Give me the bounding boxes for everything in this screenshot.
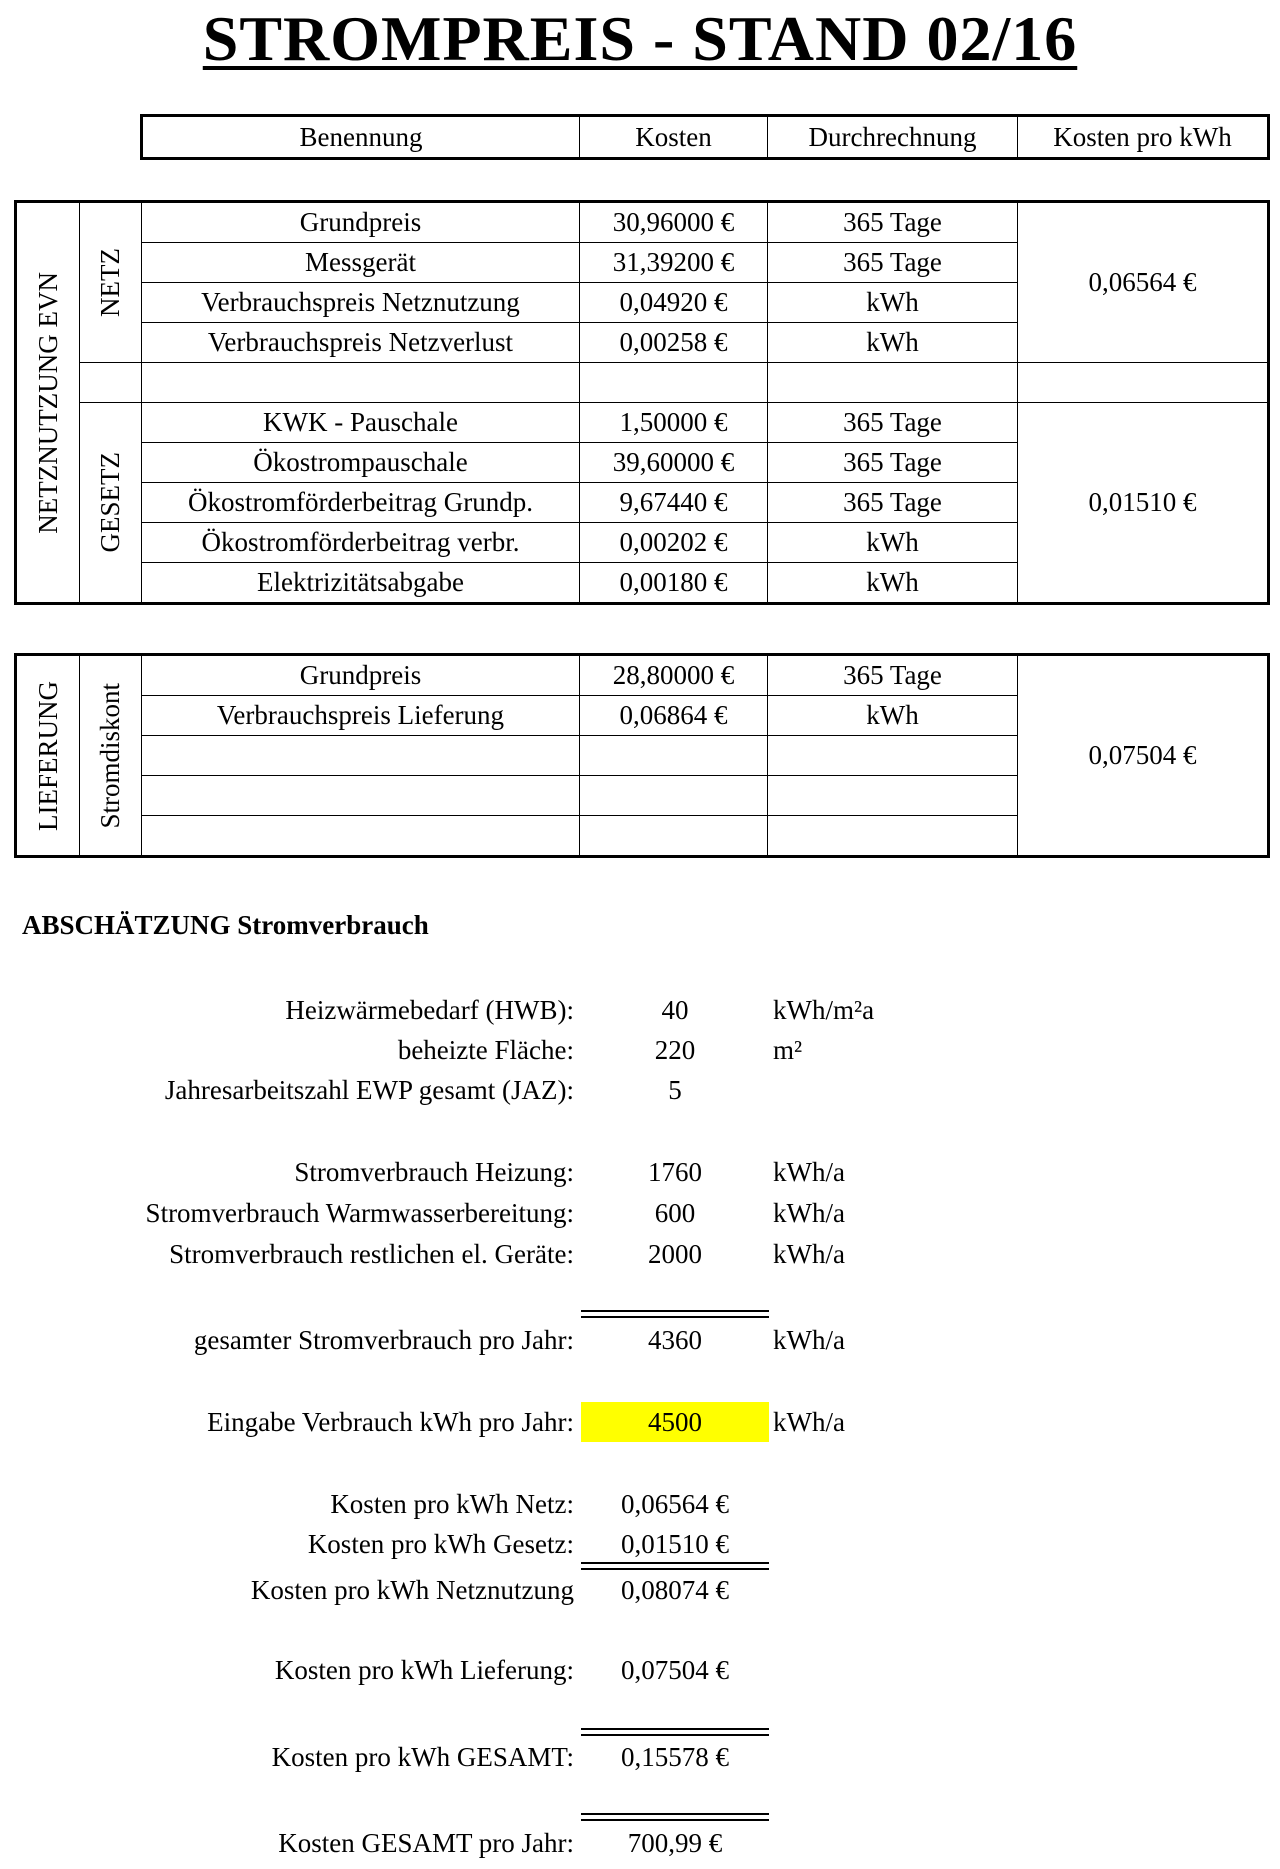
- row-cost[interactable]: 0,06864 €: [580, 696, 768, 736]
- row-name: Ökostromförderbeitrag verbr.: [142, 523, 580, 563]
- page-title: STROMPREIS - STAND 02/16: [202, 3, 1078, 74]
- gesetz-per-kwh: 0,01510 €: [1018, 403, 1269, 604]
- hwb-unit: kWh/m²a: [773, 995, 875, 1025]
- row-cost[interactable]: 9,67440 €: [580, 483, 768, 523]
- gesamt-unit: kWh/a: [773, 1325, 845, 1355]
- row-cost[interactable]: 0,00258 €: [580, 323, 768, 363]
- row-cost[interactable]: 0,00180 €: [580, 563, 768, 604]
- netz-per-kwh: 0,06564 €: [1018, 202, 1269, 363]
- empty-cell: [580, 816, 768, 857]
- row-cost[interactable]: 31,39200 €: [580, 243, 768, 283]
- row-calc: 365 Tage: [768, 243, 1018, 283]
- heizung-row: [0, 1152, 1280, 1192]
- empty-cell: [142, 363, 580, 403]
- row-name: Grundpreis: [142, 655, 580, 696]
- geraete-value: 2000: [648, 1239, 702, 1269]
- empty-cell: [580, 776, 768, 816]
- kwh-gesamt-label: Kosten pro kWh GESAMT:: [271, 1742, 574, 1772]
- flaeche-label: beheizte Fläche:: [397, 1035, 574, 1065]
- empty-cell: [768, 776, 1018, 816]
- row-calc: 365 Tage: [768, 655, 1018, 696]
- header-benennung: Benennung: [142, 116, 580, 159]
- heizung-value: 1760: [648, 1157, 702, 1187]
- table-row: [16, 403, 1269, 443]
- row-name: Ökostromförderbeitrag Grundp.: [142, 483, 580, 523]
- eingabe-label: Eingabe Verbrauch kWh pro Jahr:: [207, 1407, 574, 1437]
- row-calc: 365 Tage: [768, 202, 1018, 243]
- row-name: Grundpreis: [142, 202, 580, 243]
- netz-label: NETZ: [95, 248, 125, 317]
- kwh-netz-label: Kosten pro kWh Netz:: [330, 1489, 574, 1519]
- header-table: [140, 114, 1270, 160]
- header-kosten: Kosten: [580, 116, 768, 159]
- empty-cell: [768, 736, 1018, 776]
- row-cost[interactable]: 1,50000 €: [580, 403, 768, 443]
- row-cost[interactable]: 0,00202 €: [580, 523, 768, 563]
- flaeche-value[interactable]: 220: [654, 1035, 696, 1065]
- kwh-gesamt-value: 0,15578 €: [621, 1742, 729, 1772]
- netznutzung-label: NETZNUTZUNG EVN: [32, 271, 63, 534]
- section-label-lieferung: [16, 655, 80, 857]
- table-row-empty: [16, 363, 1269, 403]
- header-kosten-pro-kwh: Kosten pro kWh: [1018, 116, 1269, 159]
- warmwasser-unit: kWh/a: [773, 1198, 845, 1228]
- geraete-unit: kWh/a: [773, 1239, 845, 1269]
- warmwasser-value: 600: [654, 1198, 696, 1228]
- row-cost[interactable]: 30,96000 €: [580, 202, 768, 243]
- gesamt-value: 4360: [648, 1325, 702, 1355]
- kwh-netznutzung-value: 0,08074 €: [621, 1575, 729, 1605]
- gesetz-label: GESETZ: [95, 452, 125, 553]
- empty-cell: [80, 363, 142, 403]
- geraete-label: Stromverbrauch restlichen el. Geräte:: [169, 1239, 574, 1269]
- gesamt-row: [0, 1320, 1280, 1360]
- eingabe-unit: kWh/a: [773, 1407, 845, 1437]
- eingabe-input[interactable]: 4500: [581, 1402, 769, 1442]
- heizung-unit: kWh/a: [773, 1157, 845, 1187]
- stromdiskont-label: Stromdiskont: [95, 682, 125, 829]
- row-calc: kWh: [768, 696, 1018, 736]
- section-label-netznutzung: [16, 202, 80, 604]
- kwh-gesamt-row: [0, 1737, 1280, 1777]
- row-name: Ökostrompauschale: [142, 443, 580, 483]
- row-calc: 365 Tage: [768, 443, 1018, 483]
- kwh-gesetz-label: Kosten pro kWh Gesetz:: [307, 1529, 574, 1559]
- empty-cell: [580, 736, 768, 776]
- group-label-stromdiskont: [80, 655, 142, 857]
- row-name: Verbrauchspreis Lieferung: [142, 696, 580, 736]
- row-name: Elektrizitätsabgabe: [142, 563, 580, 604]
- empty-cell: [142, 776, 580, 816]
- kwh-lieferung-value: 0,07504 €: [621, 1655, 729, 1685]
- group-label-gesetz: [80, 403, 142, 604]
- netznutzung-divider: [581, 1562, 769, 1570]
- kwh-gesetz-row: [0, 1524, 1280, 1564]
- flaeche-unit: m²: [773, 1035, 803, 1065]
- geraete-row: [0, 1234, 1280, 1274]
- kwh-netznutzung-row: [0, 1570, 1280, 1610]
- hwb-value[interactable]: 40: [661, 995, 689, 1025]
- kwh-lieferung-label: Kosten pro kWh Lieferung:: [274, 1655, 574, 1685]
- row-name: Messgerät: [142, 243, 580, 283]
- row-calc: kWh: [768, 323, 1018, 363]
- empty-cell: [768, 816, 1018, 857]
- sum-divider: [581, 1310, 769, 1318]
- empty-cell: [142, 816, 580, 857]
- row-calc: 365 Tage: [768, 403, 1018, 443]
- warmwasser-row: [0, 1193, 1280, 1233]
- row-calc: kWh: [768, 563, 1018, 604]
- warmwasser-label: Stromverbrauch Warmwasserbereitung:: [145, 1198, 574, 1228]
- kwh-gesamt-divider: [581, 1728, 769, 1736]
- kwh-netz-value: 0,06564 €: [621, 1489, 729, 1519]
- empty-cell: [1018, 363, 1269, 403]
- kwh-lieferung-row: [0, 1650, 1280, 1690]
- row-calc: kWh: [768, 523, 1018, 563]
- estimate-heading: ABSCHÄTZUNG Stromverbrauch: [22, 910, 429, 940]
- hwb-label: Heizwärmebedarf (HWB):: [285, 995, 574, 1025]
- kwh-netznutzung-label: Kosten pro kWh Netznutzung: [250, 1575, 574, 1605]
- row-cost[interactable]: 39,60000 €: [580, 443, 768, 483]
- jaz-value[interactable]: 5: [668, 1075, 682, 1105]
- row-name: Verbrauchspreis Netznutzung: [142, 283, 580, 323]
- lieferung-label: LIEFERUNG: [32, 680, 63, 831]
- header-durchrechnung: Durchrechnung: [768, 116, 1018, 159]
- header-row: [142, 116, 1269, 159]
- row-name: KWK - Pauschale: [142, 403, 580, 443]
- group-label-netz: [80, 202, 142, 363]
- empty-cell: [142, 736, 580, 776]
- jahr-gesamt-divider: [581, 1813, 769, 1821]
- netznutzung-table: [14, 200, 1270, 605]
- row-name: Verbrauchspreis Netzverlust: [142, 323, 580, 363]
- flaeche-row: [0, 1030, 1280, 1070]
- empty-cell: [580, 363, 768, 403]
- jahr-gesamt-value: 700,99 €: [627, 1828, 723, 1858]
- eingabe-row: [0, 1402, 1280, 1442]
- lieferung-per-kwh: 0,07504 €: [1018, 655, 1269, 857]
- row-cost[interactable]: 28,80000 €: [580, 655, 768, 696]
- row-cost[interactable]: 0,04920 €: [580, 283, 768, 323]
- jahr-gesamt-label: Kosten GESAMT pro Jahr:: [278, 1828, 574, 1858]
- lieferung-table: [14, 653, 1270, 858]
- hwb-row: [0, 990, 1280, 1030]
- row-calc: kWh: [768, 283, 1018, 323]
- row-calc: 365 Tage: [768, 483, 1018, 523]
- table-row: [16, 655, 1269, 696]
- kwh-gesetz-value: 0,01510 €: [621, 1529, 729, 1559]
- empty-cell: [768, 363, 1018, 403]
- table-row: [16, 202, 1269, 243]
- jaz-row: [0, 1070, 1280, 1110]
- jahr-gesamt-row: [0, 1823, 1280, 1863]
- heizung-label: Stromverbrauch Heizung:: [294, 1157, 574, 1187]
- gesamt-label: gesamter Stromverbrauch pro Jahr:: [193, 1325, 574, 1355]
- jaz-label: Jahresarbeitszahl EWP gesamt (JAZ):: [164, 1075, 574, 1105]
- kwh-netz-row: [0, 1484, 1280, 1524]
